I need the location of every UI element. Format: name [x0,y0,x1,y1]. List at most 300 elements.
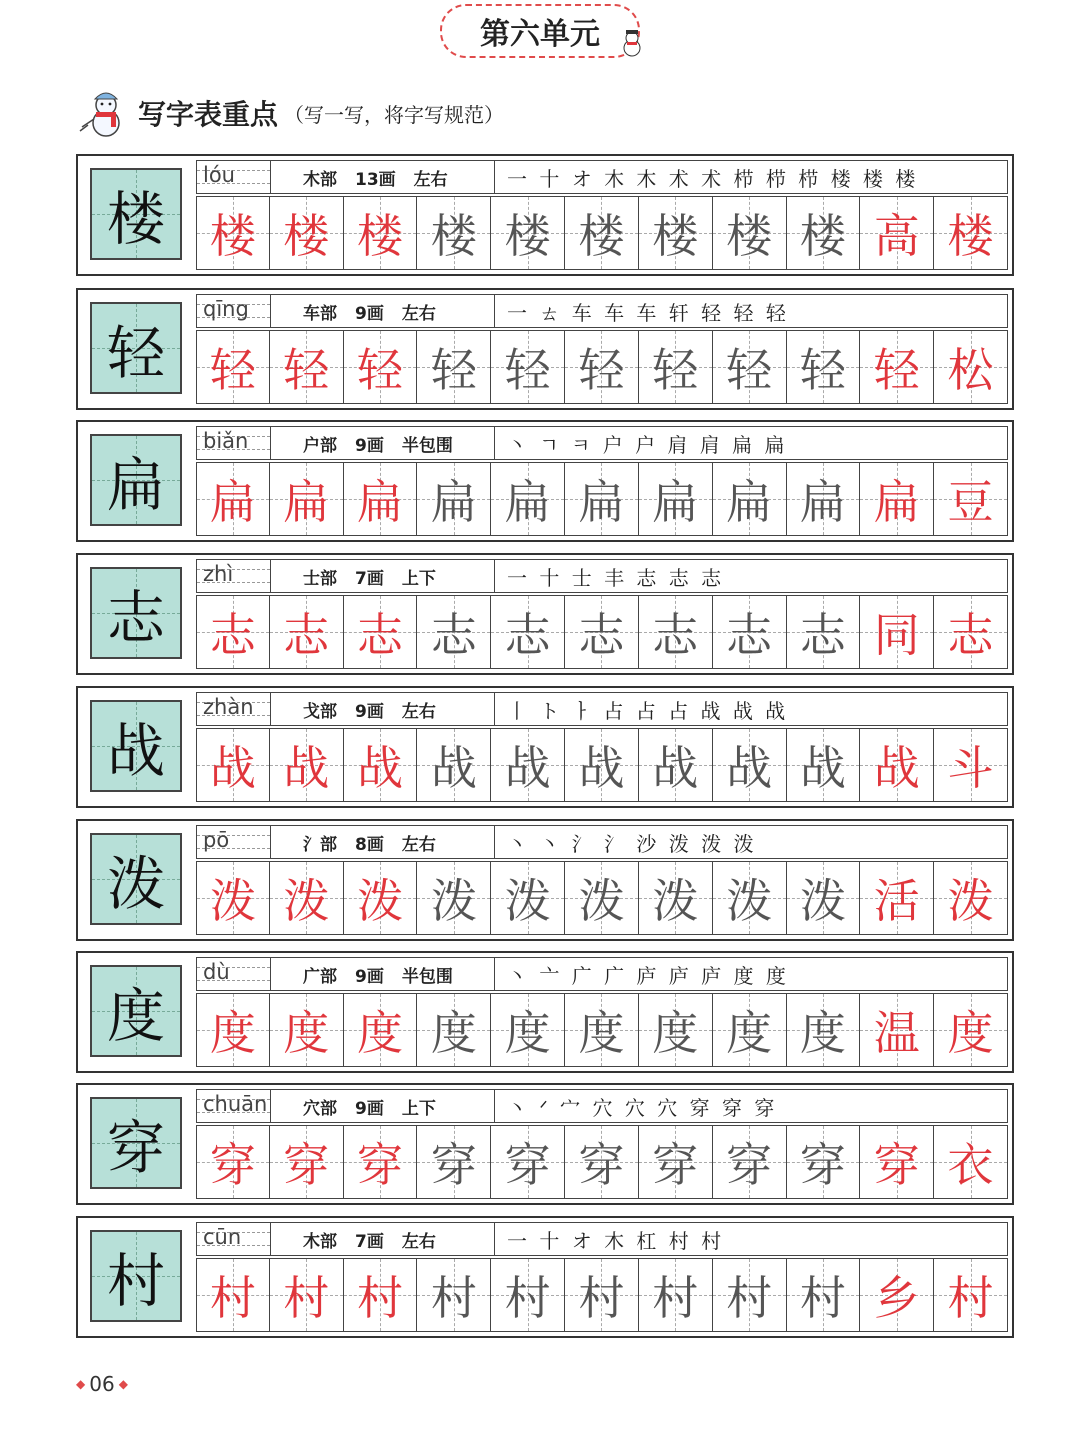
practice-cell [270,330,344,404]
practice-cell [270,462,344,536]
practice-character: 穿 [652,1138,699,1192]
practice-cell [639,595,713,669]
practice-character: 志 [209,608,256,662]
practice-cell [934,330,1008,404]
practice-cell [860,993,934,1067]
practice-cell [639,462,713,536]
pinyin: biǎn [203,429,249,453]
practice-cell [787,993,861,1067]
model-character-box [90,567,182,659]
practice-cell [417,1125,491,1199]
practice-character: 战 [726,741,773,795]
info-strip [196,426,1008,460]
practice-character: 泼 [652,874,699,928]
model-character: 穿 [106,1114,165,1182]
practice-cell [639,1125,713,1199]
section-title: 写字表重点 [138,98,279,131]
practice-cell [639,330,713,404]
radical: 木部 [303,169,337,190]
page-number [76,1372,128,1396]
character-row [76,1083,1014,1205]
practice-cell [270,1125,344,1199]
practice-character: 轻 [283,343,330,397]
pinyin-cell [197,1090,271,1122]
stroke-order: 一 十 士 丰 志 志 志 [507,565,725,590]
model-character-box [90,1230,182,1322]
practice-character: 扁 [430,475,477,529]
pinyin-cell [197,826,271,858]
practice-character: 度 [578,1006,625,1060]
practice-character: 乡 [873,1271,920,1325]
radical: 车部 [303,303,337,324]
practice-character: 楼 [430,209,477,263]
practice-cell [934,1258,1008,1332]
model-character-box [90,168,182,260]
practice-cell [196,993,270,1067]
pinyin-cell [197,161,271,193]
practice-cell [934,1125,1008,1199]
stroke-order: 丨 ト ㅏ 占 占 占 战 战 战 [507,698,789,723]
practice-cell [270,728,344,802]
practice-character: 泼 [430,874,477,928]
practice-character: 楼 [504,209,551,263]
practice-character: 泼 [504,874,551,928]
info-strip [196,1222,1008,1256]
practice-cell [344,861,418,935]
practice-character: 穿 [726,1138,773,1192]
character-info [271,427,495,459]
practice-cell [860,861,934,935]
practice-character: 志 [726,608,773,662]
practice-cell [565,861,639,935]
model-character: 战 [106,717,165,785]
page-number-text: 06 [89,1372,115,1396]
practice-character: 泼 [578,874,625,928]
practice-character: 轻 [578,343,625,397]
stroke-order: 丶 ᐟ 宀 穴 穴 穴 穿 穿 穿 [507,1095,778,1120]
model-character-box [90,700,182,792]
practice-character: 扁 [726,475,773,529]
practice-cell [270,861,344,935]
practice-cell [196,196,270,270]
practice-character: 穿 [578,1138,625,1192]
diamond-icon: ◆ [76,1377,86,1391]
pinyin-cell [197,958,271,990]
practice-character: 度 [357,1006,404,1060]
structure: 上下 [401,568,436,589]
practice-character: 志 [652,608,699,662]
practice-character: 村 [726,1271,773,1325]
practice-grid [196,196,1008,270]
practice-character: 战 [652,741,699,795]
practice-character: 同 [873,608,920,662]
practice-cell [196,1125,270,1199]
practice-character: 村 [357,1271,404,1325]
practice-cell [713,728,787,802]
practice-cell [344,993,418,1067]
practice-character: 村 [504,1271,551,1325]
practice-character: 战 [357,741,404,795]
practice-cell [565,196,639,270]
info-strip [196,825,1008,859]
practice-cell [417,330,491,404]
radical: 穴部 [303,1098,337,1119]
practice-cell [565,1258,639,1332]
pinyin: zhì [203,562,234,586]
radical: 氵部 [303,834,337,855]
practice-grid [196,330,1008,404]
practice-cell [270,196,344,270]
pinyin-cell [197,1223,271,1255]
practice-character: 楼 [283,209,330,263]
practice-character: 穿 [357,1138,404,1192]
practice-cell [565,993,639,1067]
practice-cell [196,462,270,536]
stroke-count: 7画 [355,568,384,589]
practice-character: 村 [652,1271,699,1325]
practice-cell [196,861,270,935]
character-row [76,288,1014,410]
practice-cell [713,595,787,669]
model-character-box [90,833,182,925]
practice-grid [196,462,1008,536]
practice-cell [787,861,861,935]
practice-cell [491,462,565,536]
practice-character: 度 [504,1006,551,1060]
stroke-count: 8画 [355,834,384,855]
practice-character: 度 [652,1006,699,1060]
info-strip [196,160,1008,194]
practice-cell [417,1258,491,1332]
practice-cell [196,728,270,802]
practice-cell [787,330,861,404]
practice-character: 轻 [652,343,699,397]
pinyin: chuān [203,1092,268,1116]
practice-cell [934,728,1008,802]
model-character-box [90,302,182,394]
practice-character: 泼 [947,874,994,928]
stroke-count: 9画 [355,701,384,722]
practice-cell [565,1125,639,1199]
practice-grid [196,728,1008,802]
practice-character: 豆 [947,475,994,529]
model-character: 村 [106,1247,165,1315]
practice-grid [196,1125,1008,1199]
practice-cell [639,196,713,270]
practice-character: 泼 [726,874,773,928]
practice-cell [270,993,344,1067]
practice-cell [639,1258,713,1332]
practice-grid [196,993,1008,1067]
practice-cell [713,861,787,935]
character-row [76,553,1014,675]
structure: 左右 [401,834,436,855]
info-strip [196,1089,1008,1123]
model-character-box [90,434,182,526]
practice-cell [491,1258,565,1332]
practice-character: 志 [283,608,330,662]
practice-cell [565,728,639,802]
practice-grid [196,861,1008,935]
practice-character: 度 [283,1006,330,1060]
practice-character: 高 [873,209,920,263]
stroke-count: 9画 [355,1098,384,1119]
character-row [76,1216,1014,1338]
practice-character: 村 [209,1271,256,1325]
practice-cell [344,462,418,536]
practice-cell [344,728,418,802]
character-info [271,1090,495,1122]
stroke-order: 一 十 オ 木 杠 村 村 [507,1228,725,1253]
practice-character: 扁 [357,475,404,529]
practice-cell [934,861,1008,935]
practice-character: 志 [578,608,625,662]
stroke-order: 一 ㄊ 车 车 车 轩 轻 轻 轻 [507,300,789,325]
stroke-count: 13画 [355,169,396,190]
practice-character: 村 [947,1271,994,1325]
practice-character: 轻 [873,343,920,397]
practice-cell [196,595,270,669]
radical: 士部 [303,568,337,589]
info-strip [196,957,1008,991]
snowman-icon [78,87,130,139]
practice-grid [196,595,1008,669]
practice-character: 扁 [652,475,699,529]
practice-character: 穿 [209,1138,256,1192]
stroke-count: 9画 [355,303,384,324]
structure: 左右 [401,303,436,324]
practice-character: 楼 [578,209,625,263]
practice-character: 村 [799,1271,846,1325]
practice-cell [860,330,934,404]
model-character: 扁 [106,451,165,519]
practice-character: 志 [799,608,846,662]
practice-cell [713,1125,787,1199]
stroke-order: 丶 亠 广 广 庐 庐 庐 度 度 [507,963,789,988]
section-subtitle: （写一写，将字写规范） [284,102,505,127]
practice-cell [787,595,861,669]
practice-cell [639,861,713,935]
radical: 户部 [303,435,337,456]
character-info [271,560,495,592]
practice-cell [565,330,639,404]
structure: 半包围 [401,435,453,456]
practice-character: 战 [873,741,920,795]
structure: 左右 [401,1231,436,1252]
pinyin: zhàn [203,695,254,719]
practice-character: 扁 [873,475,920,529]
character-info [271,826,495,858]
practice-cell [860,1258,934,1332]
practice-cell [565,462,639,536]
info-strip [196,559,1008,593]
model-character: 楼 [106,185,165,253]
practice-grid [196,1258,1008,1332]
practice-cell [787,196,861,270]
practice-character: 志 [947,608,994,662]
character-row [76,686,1014,808]
practice-character: 泼 [283,874,330,928]
practice-character: 村 [578,1271,625,1325]
practice-character: 轻 [799,343,846,397]
practice-cell [491,330,565,404]
practice-cell [787,1258,861,1332]
practice-character: 度 [947,1006,994,1060]
practice-cell [934,595,1008,669]
character-info [271,295,495,327]
character-info [271,958,495,990]
practice-cell [934,196,1008,270]
practice-character: 战 [578,741,625,795]
practice-cell [344,1258,418,1332]
practice-character: 泼 [799,874,846,928]
practice-character: 志 [430,608,477,662]
practice-character: 扁 [283,475,330,529]
stroke-order: 丶 ㄱ ㅋ 户 户 肩 肩 扁 扁 [507,432,788,457]
practice-character: 穿 [873,1138,920,1192]
practice-character: 衣 [947,1138,994,1192]
pinyin: cūn [203,1225,242,1249]
pinyin-cell [197,560,271,592]
practice-character: 战 [209,741,256,795]
info-strip [196,692,1008,726]
practice-character: 度 [799,1006,846,1060]
practice-character: 温 [873,1006,920,1060]
practice-cell [860,462,934,536]
practice-character: 斗 [947,741,994,795]
model-character: 度 [106,982,165,1050]
practice-character: 轻 [504,343,551,397]
practice-character: 穿 [504,1138,551,1192]
practice-cell [713,330,787,404]
practice-cell [196,330,270,404]
diamond-icon: ◆ [118,1377,128,1391]
practice-cell [860,196,934,270]
practice-cell [491,993,565,1067]
practice-character: 泼 [357,874,404,928]
practice-cell [344,595,418,669]
practice-character: 轻 [209,343,256,397]
practice-cell [491,196,565,270]
practice-cell [787,1125,861,1199]
practice-character: 穿 [430,1138,477,1192]
practice-character: 度 [209,1006,256,1060]
character-info [271,161,495,193]
practice-cell [417,993,491,1067]
section-header [78,88,504,138]
practice-character: 楼 [947,209,994,263]
model-character: 泼 [106,850,165,918]
practice-character: 扁 [504,475,551,529]
stroke-count: 9画 [355,435,384,456]
practice-character: 志 [357,608,404,662]
practice-cell [934,462,1008,536]
practice-character: 扁 [578,475,625,529]
model-character-box [90,965,182,1057]
structure: 左右 [413,169,448,190]
practice-character: 泼 [209,874,256,928]
practice-character: 松 [947,343,994,397]
character-info [271,693,495,725]
practice-cell [491,861,565,935]
practice-cell [417,861,491,935]
unit-title: 第六单元 [440,4,640,58]
model-character: 轻 [106,319,165,387]
structure: 半包围 [401,966,453,987]
practice-character: 度 [430,1006,477,1060]
radical: 广部 [303,966,337,987]
practice-cell [860,595,934,669]
practice-character: 度 [726,1006,773,1060]
info-strip [196,294,1008,328]
radical: 木部 [303,1231,337,1252]
practice-cell [639,728,713,802]
stroke-count: 9画 [355,966,384,987]
radical: 戈部 [303,701,337,722]
practice-character: 楼 [726,209,773,263]
practice-character: 轻 [430,343,477,397]
stroke-order: 丶 丶 氵 氵 沙 泼 泼 泼 [507,831,757,856]
practice-cell [934,993,1008,1067]
practice-character: 战 [430,741,477,795]
practice-character: 扁 [799,475,846,529]
practice-character: 战 [504,741,551,795]
pinyin: pō [203,828,230,852]
practice-cell [417,595,491,669]
pinyin: lóu [203,163,235,187]
pinyin: qīng [203,297,249,321]
practice-character: 村 [283,1271,330,1325]
practice-cell [417,728,491,802]
practice-character: 楼 [357,209,404,263]
structure: 左右 [401,701,436,722]
practice-cell [491,595,565,669]
practice-cell [860,1125,934,1199]
practice-character: 穿 [283,1138,330,1192]
practice-character: 村 [430,1271,477,1325]
practice-character: 志 [504,608,551,662]
practice-cell [713,462,787,536]
practice-character: 轻 [726,343,773,397]
model-character: 志 [106,584,165,652]
practice-cell [491,1125,565,1199]
character-row [76,951,1014,1073]
practice-cell [344,330,418,404]
practice-cell [860,728,934,802]
practice-cell [713,196,787,270]
pinyin: dù [203,960,230,984]
snowman-icon [618,30,646,58]
practice-character: 楼 [652,209,699,263]
practice-character: 轻 [357,343,404,397]
practice-cell [270,595,344,669]
pinyin-cell [197,693,271,725]
model-character-box [90,1097,182,1189]
practice-character: 战 [799,741,846,795]
character-row [76,154,1014,276]
stroke-count: 7画 [355,1231,384,1252]
practice-cell [344,1125,418,1199]
practice-cell [565,595,639,669]
practice-cell [417,196,491,270]
character-row [76,819,1014,941]
practice-cell [270,1258,344,1332]
character-row [76,420,1014,542]
practice-character: 战 [283,741,330,795]
structure: 上下 [401,1098,436,1119]
practice-cell [787,728,861,802]
practice-cell [639,993,713,1067]
